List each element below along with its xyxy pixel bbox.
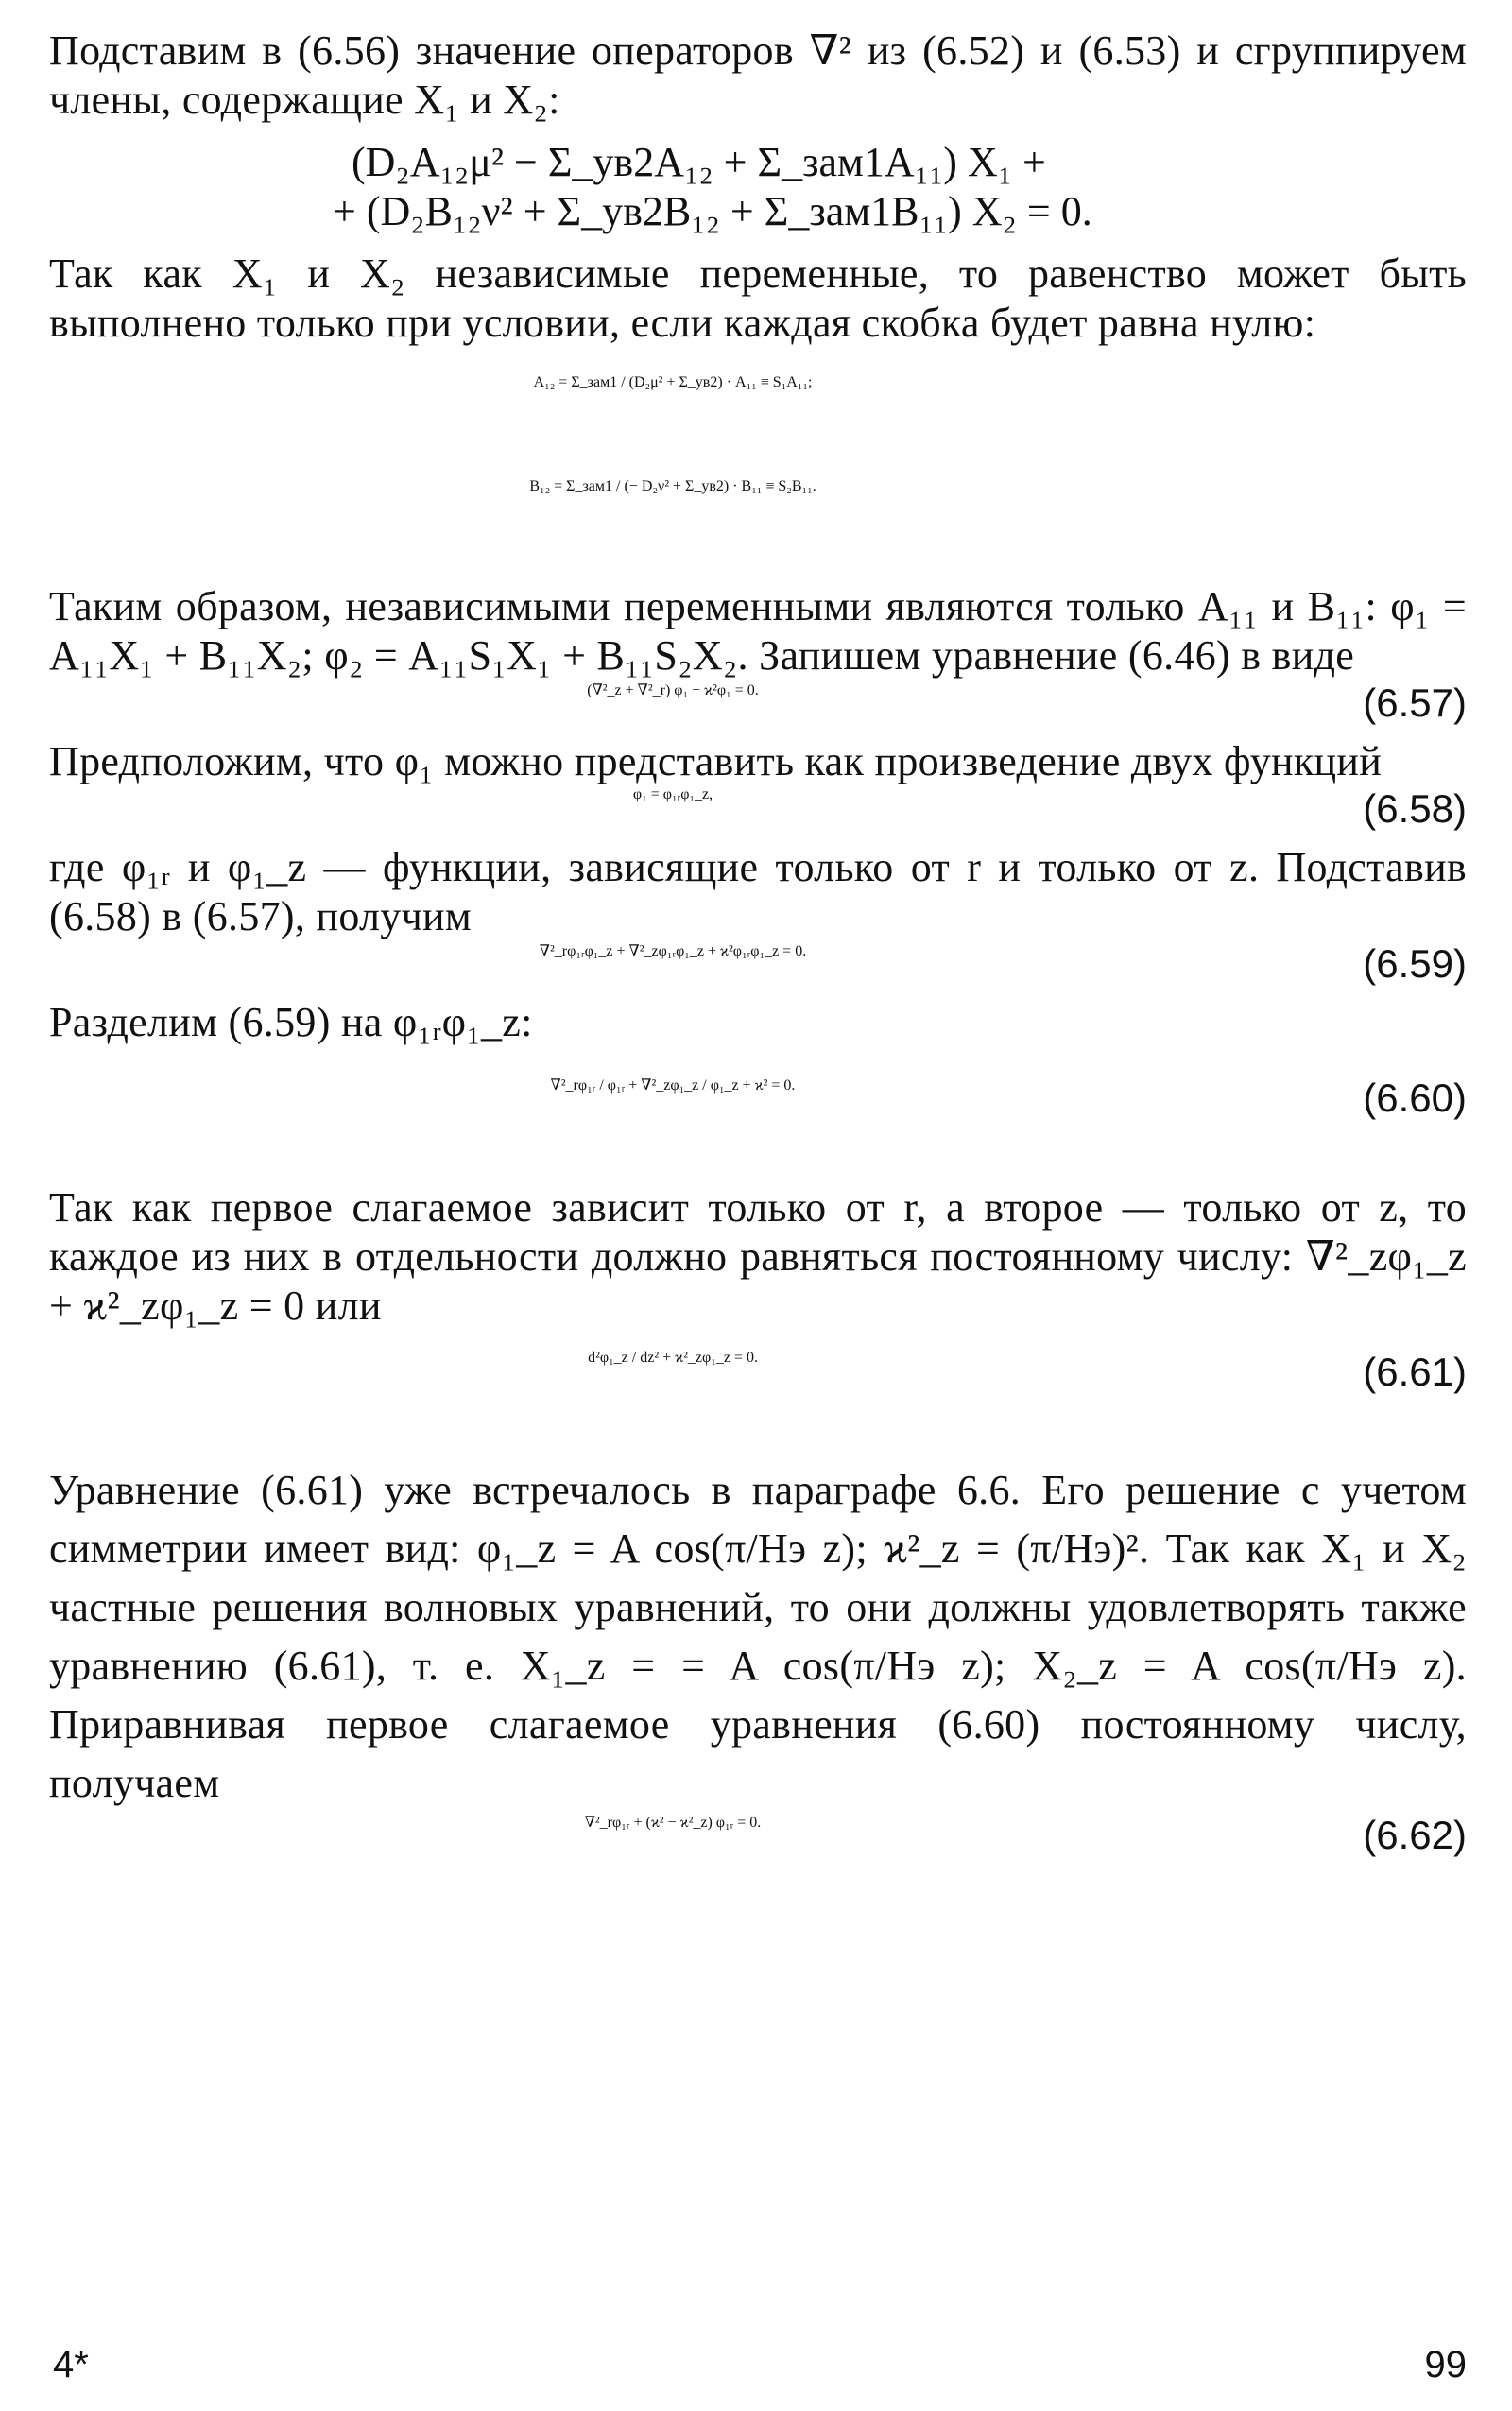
equation-6-57-number: (6.57): [1363, 680, 1467, 725]
equation-6-62-number: (6.62): [1363, 1813, 1467, 1857]
equation-1-line-1: (D₂A₁₂μ² − Σ_ув2A₁₂ + Σ_зам1A₁₁) X₁ +: [352, 139, 1046, 185]
equation-6-59: ∇²_rφ₁ᵣφ₁_z + ∇²_zφ₁ᵣφ₁_z + ϰ²φ₁ᵣφ₁_z = 0.: [539, 943, 807, 959]
paragraph-7-text: Так как первое слагаемое зависит только от r, а второе — только от z, то каждое из них в отдельности должно равняться постоянному числу: ∇²_zφ₁_z + ϰ²_zφ₁_z = 0 или: [49, 1184, 1467, 1329]
paragraph-6: [49, 998, 1467, 1047]
paragraph-5-text: где φ₁ᵣ и φ₁_z — функции, зависящие только от r и только от z. Подставив (6.58) в (6.57), получим: [49, 844, 1467, 939]
equation-a12: A₁₂ = Σ_зам1 / (D₂μ² + Σ_ув2) · A₁₁ ≡ S₁A₁₁;: [533, 374, 813, 390]
equation-6-60: ∇²_rφ₁ᵣ / φ₁ᵣ + ∇²_zφ₁_z / φ₁_z + ϰ² = 0.: [550, 1077, 796, 1094]
equation-6-60-number: (6.60): [1363, 1076, 1467, 1120]
equation-6-57: (∇²_z + ∇²_r) φ₁ + ϰ²φ₁ = 0.: [587, 682, 759, 698]
equation-6-59-number: (6.59): [1363, 941, 1467, 986]
equation-1-line-2: + (D₂B₁₂ν² + Σ_ув2B₁₂ + Σ_зам1B₁₁) X₂ = 0.: [333, 188, 1092, 234]
paragraph-3-text: Таким образом, независимыми переменными являются только A₁₁ и B₁₁: φ₁ = A₁₁X₁ + B₁₁X₂; φ₂ = A₁₁S₁X₁ + B₁₁S₂X₂. Запишем уравнение (6.46) в виде: [49, 583, 1467, 679]
equation-6-60-row: [49, 1047, 1467, 1170]
page-footer: [53, 2344, 1467, 2401]
paragraph-2: [49, 250, 1467, 348]
paragraph-2-text: Так как X₁ и X₂ независимые переменные, то равенство может быть выполнено только при условии, если каждая скобка будет равна нулю:: [49, 250, 1467, 346]
equation-6-61-row: [49, 1331, 1467, 1435]
paragraph-8-text: Уравнение (6.61) уже встречалось в параграфе 6.6. Его решение с учетом симметрии имеет вид: φ₁_z = A cos(π/Hэ z); ϰ²_z = (π/Hэ)². Так как X₁ и X₂ частные решения волновых уравнений, то они должны удовлетворять также уравнению (6.61), т. е. X₁_z = = A cos(π/Hэ z); X₂_z = A cos(π/Hэ z). Приравнивая первое слагаемое уравнения (6.60) постоянному числу, получаем: [49, 1467, 1467, 1806]
signature-mark: 4*: [53, 2344, 89, 2385]
equation-a12-row: [49, 374, 1467, 478]
paragraph-8: [49, 1461, 1467, 1813]
paragraph-6-text: Разделим (6.59) на φ₁ᵣφ₁_z:: [49, 999, 533, 1045]
equation-6-61-number: (6.61): [1363, 1350, 1467, 1394]
equation-6-61: d²φ₁_z / dz² + ϰ²_zφ₁_z = 0.: [588, 1350, 758, 1366]
paragraph-4: [49, 737, 1467, 786]
document-page: [49, 26, 1467, 1869]
paragraph-4-text: Предположим, что φ₁ можно представить как произведение двух функций: [49, 738, 1383, 784]
paragraph-3: [49, 582, 1467, 680]
paragraph-7: [49, 1183, 1467, 1331]
equation-b12: B₁₂ = Σ_зам1 / (− D₂ν² + Σ_ув2) · B₁₁ ≡ S₂B₁₁.: [529, 478, 816, 494]
page-number: 99: [1424, 2344, 1467, 2385]
equation-6-58-number: (6.58): [1363, 786, 1467, 831]
equation-6-62-row: [49, 1813, 1467, 1869]
equation-6-59-row: [49, 941, 1467, 998]
paragraph-1: [49, 26, 1467, 125]
equation-6-58-row: [49, 786, 1467, 843]
paragraph-5: [49, 843, 1467, 941]
equation-6-57-row: [49, 680, 1467, 737]
equation-group-1: [49, 138, 1467, 236]
equation-6-62: ∇²_rφ₁ᵣ + (ϰ² − ϰ²_z) φ₁ᵣ = 0.: [584, 1815, 762, 1831]
paragraph-1-text: Подставим в (6.56) значение операторов ∇² из (6.52) и (6.53) и сгруппируем члены, содержащие X₁ и X₂:: [49, 27, 1467, 123]
equation-b12-row: [49, 478, 1467, 582]
equation-6-58: φ₁ = φ₁ᵣφ₁_z,: [632, 786, 713, 802]
